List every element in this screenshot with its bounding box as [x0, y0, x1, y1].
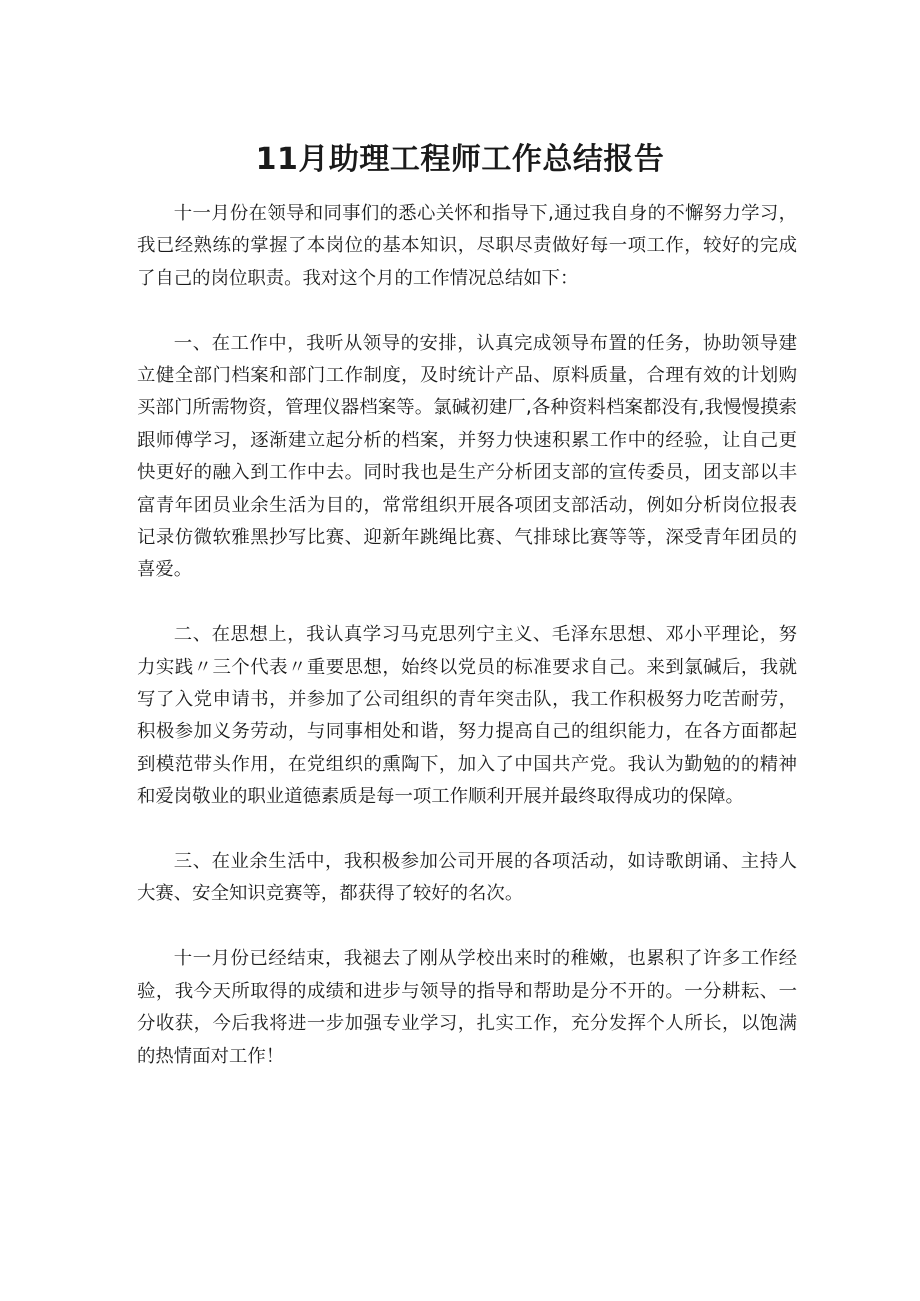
document-body — [137, 198, 797, 1073]
paragraph-work: 一、在工作中，我听从领导的安排，认真完成领导布置的任务，协助领导建立健全部门档案和部门工作制度，及时统计产品、原料质量，合理有效的计划购买部门所需物资，管理仪器档案等。氯碱初建厂,各种资料档案都没有,我慢慢摸索跟师傅学习，逐渐建立起分析的档案，并努力快速积累工作中的经验，让自己更快更好的融入到工作中去。同时我也是生产分析团支部的宣传委员，团支部以丰富青年团员业余生活为目的，常常组织开展各项团支部活动，例如分析岗位报表记录仿微软雅黑抄写比赛、迎新年跳绳比赛、气排球比赛等等，深受青年团员的喜爱。 — [137, 332, 797, 581]
paragraph-intro: 十一月份在领导和同事们的悉心关怀和指导下,通过我自身的不懈努力学习，我已经熟练的掌握了本岗位的基本知识，尽职尽责做好每一项工作，较好的完成了自己的岗位职责。我对这个月的工作情况总结如下： — [137, 203, 797, 289]
paragraph-conclusion: 十一月份已经结束，我褪去了刚从学校出来时的稚嫩，也累积了许多工作经验，我今天所取得的成绩和进步与领导的指导和帮助是分不开的。一分耕耘、一分收获，今后我将进一步加强专业学习，扎实工作，充分发挥个人所长，以饱满的热情面对工作！ — [137, 948, 797, 1067]
paragraph-leisure: 三、在业余生活中，我积极参加公司开展的各项活动，如诗歌朗诵、主持人大赛、安全知识竞赛等，都获得了较好的名次。 — [137, 851, 797, 905]
paragraph-thought: 二、在思想上，我认真学习马克思列宁主义、毛泽东思想、邓小平理论，努力实践〃三个代表〃重要思想，始终以党员的标准要求自己。来到氯碱后，我就写了入党申请书，并参加了公司组织的青年突击队，我工作积极努力吃苦耐劳，积极参加义务劳动，与同事相处和谐，努力提高自己的组织能力，在各方面都起到模范带头作用，在党组织的熏陶下，加入了中国共产党。我认为勤勉的的精神和爱岗敬业的职业道德素质是每一项工作顺利开展并最终取得成功的保障。 — [137, 624, 797, 808]
document-title: 11月助理工程师工作总结报告 — [255, 142, 665, 177]
